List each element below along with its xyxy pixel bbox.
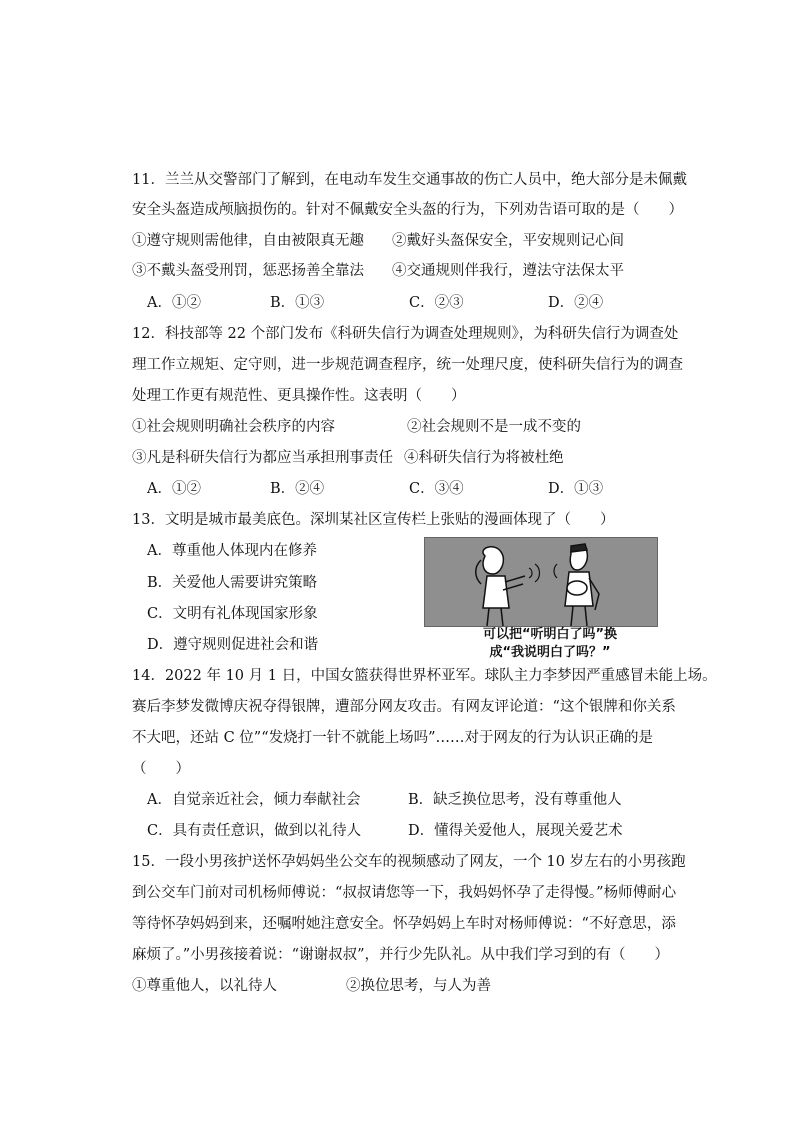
q14-option-b[interactable]: B．缺乏换位思考，没有尊重他人 [408, 792, 622, 808]
cartoon-caption-line-2: 成“我说明白了吗？” [489, 645, 611, 660]
q11-option-a[interactable]: A．①② [147, 295, 201, 311]
q12-option-d[interactable]: D．①③ [548, 481, 604, 497]
q15-stem-line-2: 到公交车门前对司机杨师傅说：“叔叔请您等一下，我妈妈怀孕了走得慢。”杨师傅耐心 [132, 885, 677, 901]
q12-stem-line-2: 理工作立规矩、定守则，进一步规范调查程序，统一处理尺度，使科研失信行为的调查 [132, 357, 683, 373]
q14-stem-line-4: （ ） [132, 761, 190, 777]
q12-item-3: ③凡是科研失信行为都应当承担刑事责任 [132, 450, 393, 466]
q15-item-2: ②换位思考，与人为善 [346, 978, 491, 994]
q13-option-b[interactable]: B．关爱他人需要讲究策略 [147, 575, 318, 591]
q12-stem-line-3: 处理工作更有规范性、更具操作性。这表明（ ） [132, 388, 466, 404]
q12-option-a[interactable]: A．①② [147, 481, 201, 497]
q15-item-1: ①尊重他人，以礼待人 [132, 978, 277, 994]
q14-stem-line-3: 不大吧，还站 C 位”“发烧打一针不就能上场吗”……对于网友的行为认识正确的是 [132, 730, 654, 746]
cartoon-caption [440, 626, 660, 662]
q14-stem-line-2: 赛后李梦发微博庆祝夺得银牌，遭部分网友攻击。有网友评论道：“这个银牌和你关系 [132, 699, 676, 715]
q14-option-d[interactable]: D．懂得关爱他人，展现关爱艺术 [408, 823, 623, 839]
q15-stem-line-3: 等待怀孕妈妈到来，还嘱咐她注意安全。怀孕妈妈上车时对杨师傅说：“不好意思，添 [132, 916, 676, 932]
cartoon-caption-line-1: 可以把“听明白了吗”换 [482, 627, 618, 642]
q12-item-4: ④科研失信行为将被杜绝 [404, 450, 564, 466]
q13-option-d[interactable]: D．遵守规则促进社会和谐 [147, 637, 319, 653]
q15-stem-line-1: 15．一段小男孩护送怀孕妈妈坐公交车的视频感动了网友，一个 10 岁左右的小男孩跑 [132, 854, 686, 870]
q11-option-b[interactable]: B．①③ [270, 295, 325, 311]
q15-stem-line-4: 麻烦了。”小男孩接着说：“谢谢叔叔”，并行少先队礼。从中我们学习到的有（ ） [132, 947, 669, 963]
q13-stem: 13．文明是城市最美底色。深圳某社区宣传栏上张贴的漫画体现了（ ） [132, 512, 615, 528]
q11-item-2: ②戴好头盔保安全，平安规则记心间 [392, 233, 624, 249]
q12-item-2: ②社会规则不是一成不变的 [407, 419, 581, 435]
q13-option-c[interactable]: C．文明有礼体现国家形象 [147, 606, 318, 622]
q12-item-1: ①社会规则明确社会秩序的内容 [132, 419, 335, 435]
q11-stem-line-2: 安全头盔造成颅脑损伤的。针对不佩戴安全头盔的行为，下列劝告语可取的是（ ） [132, 202, 683, 218]
cartoon-illustration [424, 537, 658, 627]
q12-option-c[interactable]: C．③④ [409, 481, 464, 497]
q11-stem-line-1: 11．兰兰从交警部门了解到，在电动车发生交通事故的伤亡人员中，绝大部分是未佩戴 [132, 172, 687, 188]
q11-item-3: ③不戴头盔受刑罚，惩恶扬善全靠法 [132, 263, 364, 279]
q11-option-d[interactable]: D．②④ [548, 295, 604, 311]
q13-option-a[interactable]: A．尊重他人体现内在修养 [147, 543, 317, 559]
cartoon-figures-icon [425, 538, 658, 627]
q12-stem-line-1: 12．科技部等 22 个部门发布《科研失信行为调查处理规则》，为科研失信行为调查处 [132, 326, 679, 342]
q14-stem-line-1: 14．2022 年 10 月 1 日，中国女篮获得世界杯亚军。球队主力李梦因严重感冒未能上场。 [132, 668, 717, 684]
q11-option-c[interactable]: C．②③ [409, 295, 464, 311]
q12-option-b[interactable]: B．②④ [270, 481, 325, 497]
q11-item-4: ④交通规则伴我行，遵法守法保太平 [392, 263, 624, 279]
q11-item-1: ①遵守规则需他律，自由被限真无趣 [132, 233, 364, 249]
q14-option-c[interactable]: C．具有责任意识，做到以礼待人 [147, 823, 362, 839]
q14-option-a[interactable]: A．自觉亲近社会，倾力奉献社会 [147, 792, 361, 808]
